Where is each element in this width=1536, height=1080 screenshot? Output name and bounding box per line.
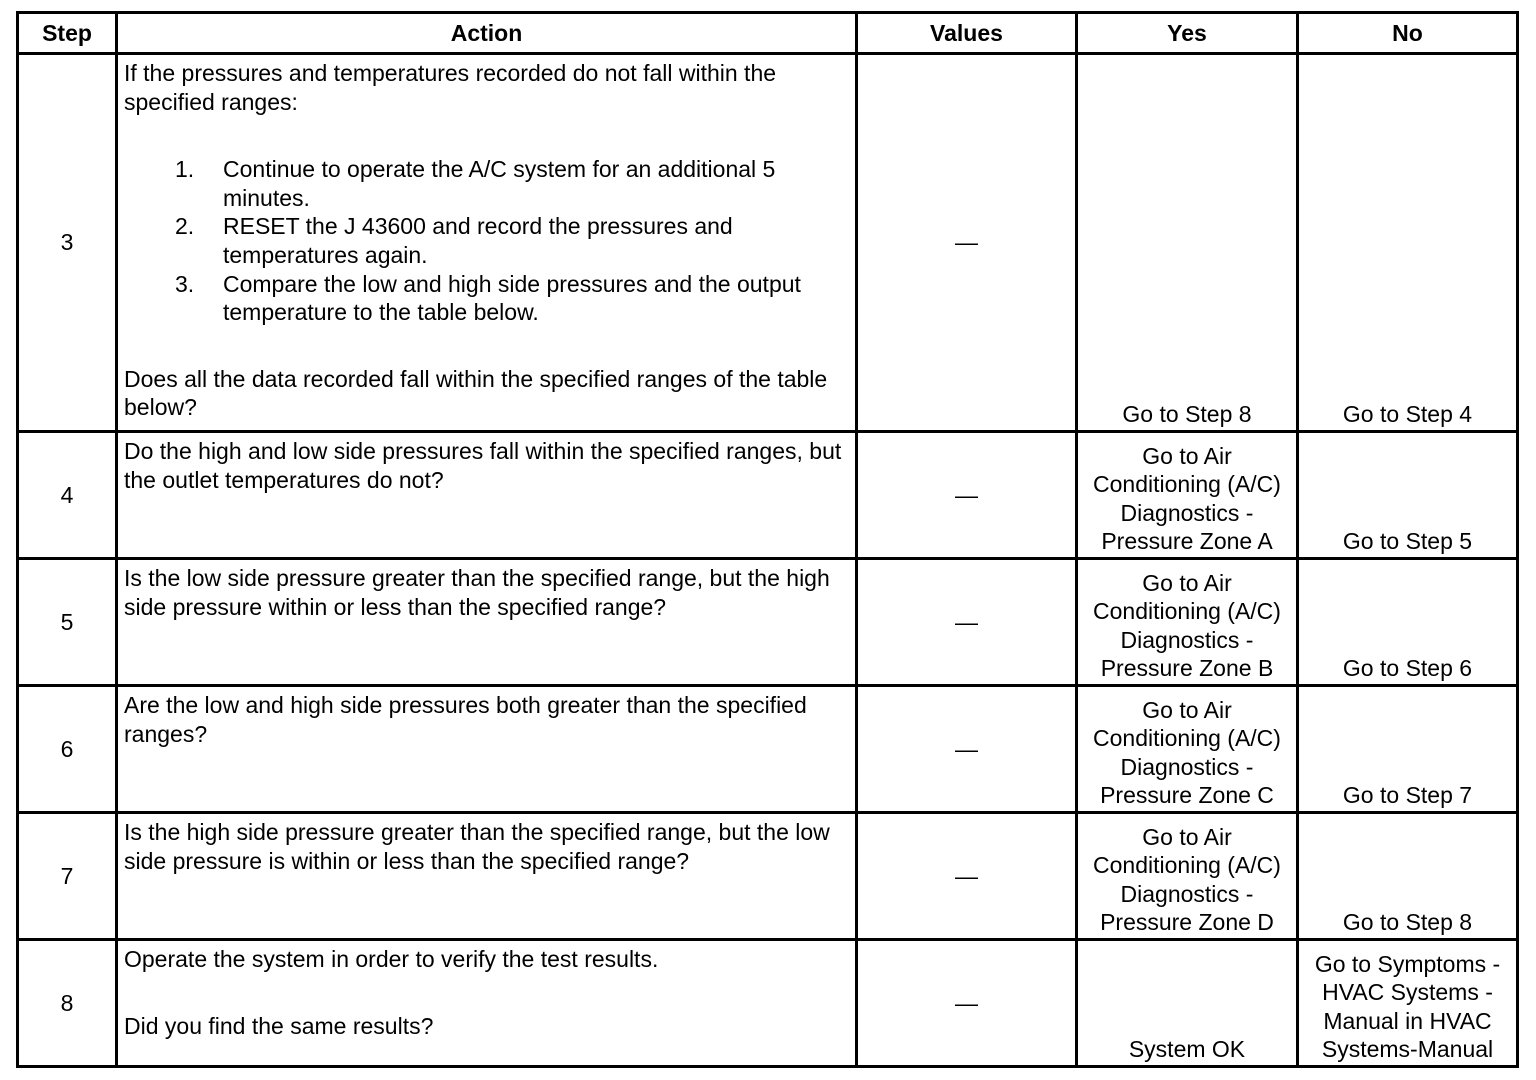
table-row-step-5 [18,559,1518,686]
no-cell: Go to Step 4 [1298,54,1518,432]
no-cell: Go to Step 6 [1298,559,1518,686]
header-no: No [1298,13,1518,54]
action-question: Does all the data recorded fall within the specified ranges of the table below? [124,365,828,421]
yes-line: Pressure Zone B [1100,655,1274,682]
action-list [124,155,849,327]
list-item-text: RESET the J 43600 and record the pressures and temperatures again. [223,213,733,268]
no-cell [1298,940,1518,1067]
list-item-number: 1. [175,156,195,183]
action-question: Did you find the same results? [124,1012,434,1039]
header-row [18,13,1518,54]
yes-line: Go to Air [1142,569,1232,596]
values-cell: — [857,940,1077,1067]
action-cell [117,54,857,432]
list-item-number: 3. [175,270,195,297]
yes-line: Pressure Zone A [1101,528,1273,555]
header-yes: Yes [1077,13,1298,54]
no-line: Systems-Manual [1321,1036,1494,1063]
action-cell: Do the high and low side pressures fall within the specified ranges, but the outlet temperatures do not? [117,432,857,559]
list-item-number: 2. [175,213,195,240]
list-item [124,155,849,212]
values-cell: — [857,559,1077,686]
yes-line: Pressure Zone C [1100,782,1274,809]
yes-line: Diagnostics - [1120,753,1254,780]
action-intro: Operate the system in order to verify the test results. [124,946,659,972]
yes-line: Diagnostics - [1120,499,1254,526]
yes-line: Diagnostics - [1120,626,1254,653]
yes-cell [1077,559,1298,686]
yes-line: Conditioning (A/C) [1093,598,1281,625]
no-cell: Go to Step 8 [1298,813,1518,940]
no-line: HVAC Systems - [1322,979,1493,1006]
table-row-step-8 [18,940,1518,1067]
action-cell: Is the low side pressure greater than the specified range, but the high side pressure within or less than the specified range? [117,559,857,686]
yes-line: Go to Air [1142,442,1232,469]
step-number: 7 [18,813,117,940]
no-line: Manual in HVAC [1323,1007,1492,1034]
yes-line: Conditioning (A/C) [1093,471,1281,498]
no-cell: Go to Step 7 [1298,686,1518,813]
yes-line: Go to Air [1142,823,1232,850]
list-item [124,270,849,327]
yes-cell: Go to Step 8 [1077,54,1298,432]
list-item-text: Compare the low and high side pressures and the output temperature to the table below. [223,270,801,326]
step-number: 5 [18,559,117,686]
step-number: 8 [18,940,117,1067]
values-cell: — [857,813,1077,940]
yes-line: Go to Air [1142,696,1232,723]
list-item [124,212,849,269]
header-step: Step [18,13,117,54]
values-cell: — [857,432,1077,559]
action-cell: Are the low and high side pressures both greater than the specified ranges? [117,686,857,813]
list-item-text: Continue to operate the A/C system for an additional 5 minutes. [223,156,776,211]
yes-line: Conditioning (A/C) [1093,852,1281,879]
action-intro: If the pressures and temperatures recorded do not fall within the specified ranges: [124,60,777,115]
yes-line: Conditioning (A/C) [1093,725,1281,752]
values-cell: — [857,686,1077,813]
no-cell: Go to Step 5 [1298,432,1518,559]
step-number: 4 [18,432,117,559]
header-action: Action [117,13,857,54]
table-row-step-6 [18,686,1518,813]
action-cell [117,940,857,1067]
header-values: Values [857,13,1077,54]
yes-cell: System OK [1077,940,1298,1067]
step-number: 3 [18,54,117,432]
table-row-step-7 [18,813,1518,940]
yes-cell [1077,432,1298,559]
values-cell: — [857,54,1077,432]
table-row-step-4 [18,432,1518,559]
action-cell: Is the high side pressure greater than the specified range, but the low side pressure is within or less than the specified range? [117,813,857,940]
step-number: 6 [18,686,117,813]
yes-line: Pressure Zone D [1100,909,1274,936]
table-row-step-3 [18,54,1518,432]
yes-cell [1077,813,1298,940]
yes-cell [1077,686,1298,813]
diagnostic-table [16,11,1519,1068]
yes-line: Diagnostics - [1120,880,1254,907]
no-line: Go to Symptoms - [1314,950,1501,977]
